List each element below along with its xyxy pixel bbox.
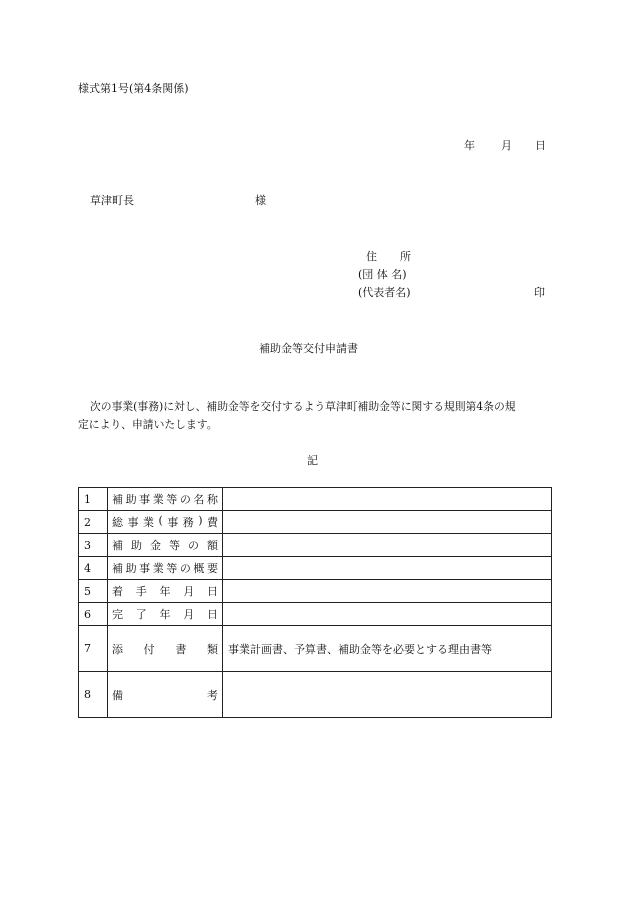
row-number: 3 — [79, 534, 108, 557]
row-label — [108, 580, 223, 603]
row-number: 6 — [79, 603, 108, 626]
row-label — [108, 626, 223, 672]
address-label-1: 住 — [366, 250, 377, 263]
label-char: 付 — [143, 642, 155, 656]
label-char: 着 — [112, 585, 123, 598]
row-label — [108, 511, 223, 534]
row-number: 2 — [79, 511, 108, 534]
label-char: 要 — [206, 562, 218, 575]
row-number: 8 — [79, 672, 108, 718]
label-char: 助 — [131, 539, 142, 552]
label-char: 等 — [169, 539, 180, 552]
row-value[interactable] — [223, 534, 552, 557]
label-char: 補 — [112, 539, 123, 552]
row-label — [108, 534, 223, 557]
label-char: 助 — [125, 562, 137, 575]
label-char: 業 — [152, 562, 164, 575]
label-char: 金 — [150, 539, 161, 552]
label-char: 年 — [159, 585, 171, 598]
table-row — [79, 534, 552, 557]
row-label-text — [112, 491, 218, 507]
label-char: 務 — [182, 516, 194, 529]
label-char: 年 — [159, 608, 171, 621]
label-char: 備 — [112, 688, 123, 702]
label-char: 総 — [112, 516, 123, 529]
row-label-text — [112, 514, 218, 530]
group-name-label: (団 体 名) — [358, 268, 407, 281]
label-char: ) — [198, 514, 203, 527]
label-char: 助 — [125, 493, 137, 506]
label-char: 事 — [127, 516, 139, 529]
label-char: 事 — [167, 516, 179, 529]
label-char: 了 — [135, 608, 147, 621]
row-value[interactable] — [223, 511, 552, 534]
label-char: の — [179, 493, 191, 506]
row-number: 1 — [79, 488, 108, 511]
representative-label: (代表者名) — [358, 286, 411, 299]
label-char: 等 — [166, 562, 178, 575]
address-label-2: 所 — [400, 250, 411, 263]
row-label — [108, 672, 223, 718]
table-row — [79, 603, 552, 626]
label-char: 業 — [152, 493, 164, 506]
table-row — [79, 626, 552, 672]
application-table — [78, 487, 552, 718]
label-char: 類 — [206, 642, 218, 656]
date-year: 年 — [464, 139, 475, 152]
label-char: 事 — [139, 493, 151, 506]
seal-mark: 印 — [534, 286, 545, 299]
ki-heading: 記 — [307, 454, 318, 467]
label-char: 費 — [206, 516, 218, 529]
label-char: 日 — [207, 608, 218, 621]
row-value[interactable]: 事業計画書、予算書、補助金等を必要とする理由書等 — [223, 626, 552, 672]
label-char: 月 — [183, 585, 195, 598]
row-label-text — [112, 537, 218, 553]
row-label — [108, 488, 223, 511]
row-value[interactable] — [223, 603, 552, 626]
addressee-honorific: 様 — [255, 194, 266, 207]
row-label-text — [112, 560, 218, 576]
row-number: 5 — [79, 580, 108, 603]
row-number: 4 — [79, 557, 108, 580]
row-value[interactable] — [223, 488, 552, 511]
row-label-text — [112, 606, 218, 622]
label-char: 考 — [207, 688, 218, 702]
addressee-name: 草津町長 — [90, 194, 134, 207]
row-value[interactable] — [223, 557, 552, 580]
label-char: 業 — [142, 516, 154, 529]
date-day: 日 — [535, 139, 546, 152]
table-row — [79, 580, 552, 603]
row-label-text — [112, 583, 218, 599]
label-char: の — [179, 562, 191, 575]
label-char: 添 — [112, 642, 123, 656]
body-line-1: 次の事業(事務)に対し、補助金等を交付するよう草津町補助金等に関する規則第4条の規 — [90, 400, 516, 413]
row-value[interactable] — [223, 672, 552, 718]
row-label — [108, 603, 223, 626]
label-char: 称 — [206, 493, 218, 506]
label-char: 日 — [207, 585, 218, 598]
row-number: 7 — [79, 626, 108, 672]
label-char: 事 — [139, 562, 151, 575]
row-value[interactable] — [223, 580, 552, 603]
row-label-text — [112, 641, 218, 657]
label-char: 補 — [112, 562, 123, 575]
row-label-text — [112, 687, 218, 703]
table-row — [79, 672, 552, 718]
document-title: 補助金等交付申請書 — [259, 342, 358, 355]
label-char: 月 — [183, 608, 195, 621]
label-char: 概 — [193, 562, 205, 575]
table-row — [79, 557, 552, 580]
label-char: の — [188, 539, 199, 552]
form-number: 様式第1号(第4条関係) — [78, 82, 189, 95]
label-char: 手 — [135, 585, 147, 598]
label-char: ( — [158, 514, 163, 527]
label-char: 完 — [112, 608, 123, 621]
table-row — [79, 488, 552, 511]
body-line-2: 定により、申請いたします。 — [78, 418, 218, 431]
label-char: 補 — [112, 493, 123, 506]
label-char: 名 — [193, 493, 205, 506]
row-label — [108, 557, 223, 580]
date-month: 月 — [501, 139, 512, 152]
label-char: 等 — [166, 493, 178, 506]
label-char: 書 — [175, 642, 187, 656]
table-row — [79, 511, 552, 534]
label-char: 額 — [207, 539, 218, 552]
